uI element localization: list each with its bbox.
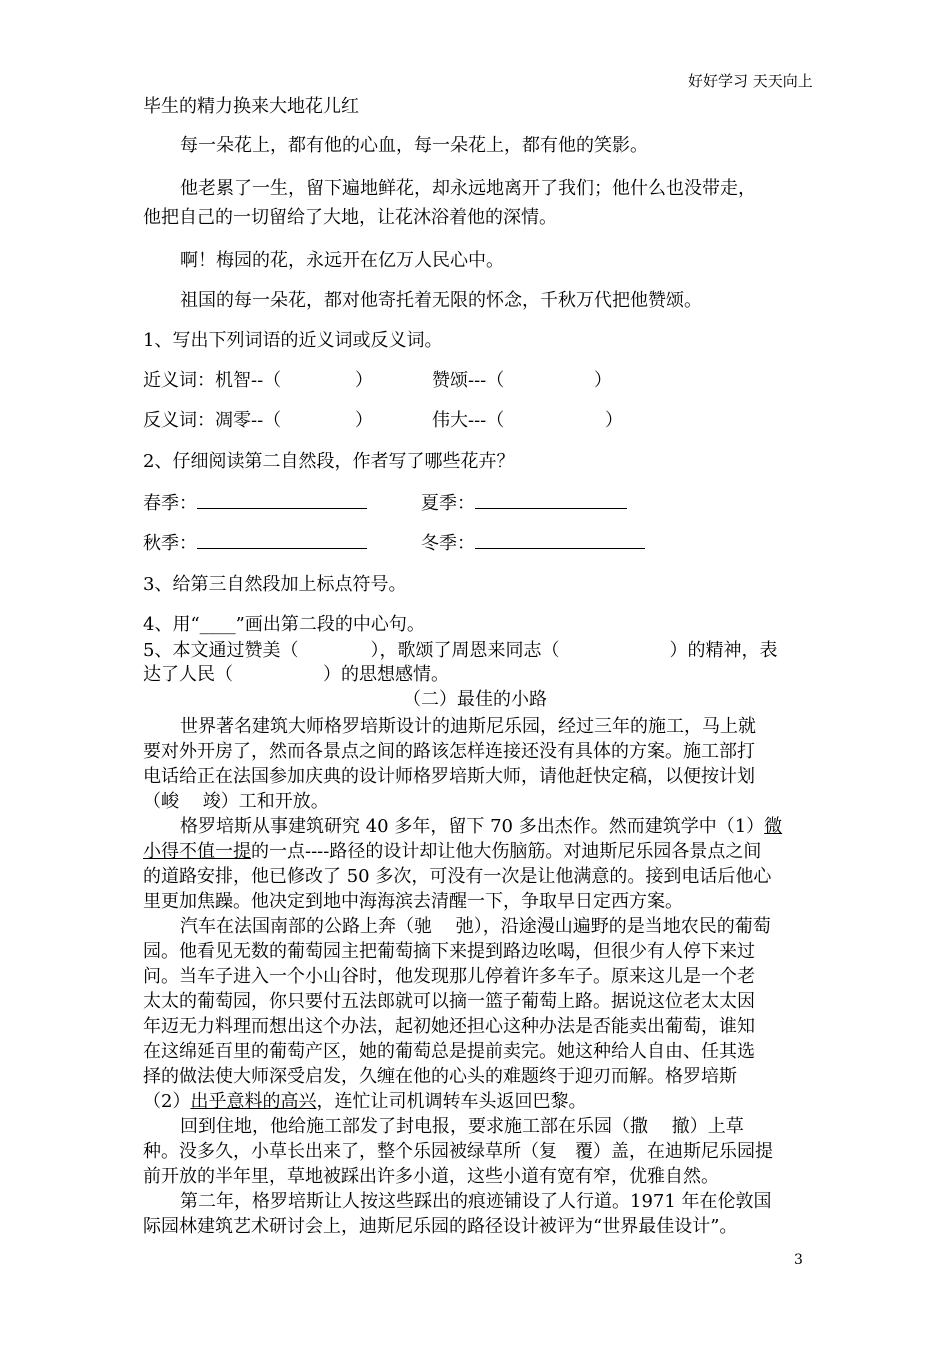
poem-line-2: 每一朵花上，都有他的心血，每一朵花上，都有他的笑影。 — [180, 135, 648, 156]
story-p1-line-3: 电话给正在法国参加庆典的设计师格罗培斯大师，请他赶快定稿，以便按计划 — [143, 766, 755, 787]
q2-winter-label: 冬季： — [421, 533, 475, 554]
q5-a: 5、本文通过赞美（ — [143, 640, 299, 661]
q1-synonym-2: 赞颂---（ — [432, 370, 505, 391]
story-p2-line-1 — [180, 812, 782, 838]
q2-spring-blank[interactable] — [197, 490, 367, 509]
q2-winter-blank[interactable] — [475, 530, 645, 549]
story-p3-line-1: 汽车在法国南部的公路上奔（驰 弛），沿途漫山遍野的是当地农民的葡萄 — [180, 916, 771, 937]
q3-title: 3、给第三自然段加上标点符号。 — [143, 574, 407, 595]
poem-line-3: 他老累了一生，留下遍地鲜花，却永远地离开了我们；他什么也没带走， — [180, 178, 756, 199]
q2-autumn — [143, 529, 367, 555]
story-p3-line-5: 年迈无力料理而想出这个办法，起初她还担心这种办法是否能卖出葡萄，谁知 — [143, 1016, 755, 1037]
q5-line-1 — [143, 636, 777, 662]
q5-e: ）的思想感情。 — [323, 664, 449, 685]
q1-antonym-2: 伟大---（ — [432, 410, 505, 431]
story-p3-line-3: 问。当车子进入一个小山谷时，他发现那儿停着许多车子。原来这儿是一个老 — [143, 966, 755, 987]
q2-autumn-blank[interactable] — [197, 530, 367, 549]
q1-synonym-1-close: ） — [355, 370, 373, 391]
story-p1-line-4: （峻 竣）工和开放。 — [143, 791, 329, 812]
story-p3-line-7: 择的做法使大师深受启发，久缠在他的心头的难题终于迎刃而解。格罗培斯 — [143, 1066, 737, 1087]
q1-antonym-2-close: ） — [605, 410, 623, 431]
story-p1-line-1: 世界著名建筑大师格罗培斯设计的迪斯尼乐园，经过三年的施工，马上就 — [180, 716, 756, 737]
section-title: （二）最佳的小路 — [403, 689, 547, 710]
poem-line-4: 他把自己的一切留给了大地，让花沐浴着他的深情。 — [143, 207, 557, 228]
q2-autumn-label: 秋季： — [143, 533, 197, 554]
q4-mid: ____ — [199, 614, 236, 635]
story-p3-line-6: 在这绵延百里的葡萄产区，她的葡萄总是提前卖完。她这种给人自由、任其选 — [143, 1041, 755, 1062]
q4-title — [143, 610, 425, 636]
story-p2-line-2 — [143, 837, 761, 863]
q1-antonym-1: 反义词：凋零--（ — [143, 410, 282, 431]
story-p5-line-1: 第二年，格罗培斯让人按这些踩出的痕迹铺设了人行道。1971 年在伦敦国 — [180, 1191, 772, 1212]
story-p3-line-8-pre: （2） — [143, 1091, 191, 1112]
poem-line-6: 祖国的每一朵花，都对他寄托着无限的怀念，千秋万代把他赞颂。 — [180, 290, 702, 311]
q2-summer — [421, 489, 627, 515]
story-p3-line-8 — [143, 1087, 586, 1113]
story-p4-line-2: 种。没多久，小草长出来了，整个乐园被绿草所（复 覆）盖，在迪斯尼乐园提 — [143, 1141, 773, 1162]
q4-pre: 4、用“ — [143, 614, 200, 635]
story-p2-line-3: 的道路安排，他已修改了 50 多次，可没有一次是让他满意的。接到电话后他心 — [143, 866, 772, 887]
q2-spring-label: 春季： — [143, 493, 197, 514]
q2-title: 2、仔细阅读第二自然段，作者写了哪些花卉？ — [143, 451, 515, 472]
q5-c: ）的精神，表 — [669, 640, 778, 661]
q1-antonym-1-close: ） — [355, 410, 373, 431]
q5-d: 达了人民（ — [143, 664, 233, 685]
poem-line-5: 啊！梅园的花，永远开在亿万人民心中。 — [180, 250, 504, 271]
q1-synonym-1: 近义词：机智--（ — [143, 370, 282, 391]
q5-line-2 — [143, 660, 449, 686]
story-p5-line-2: 际园林建筑艺术研讨会上，迪斯尼乐园的路径设计被评为“世界最佳设计”。 — [143, 1216, 738, 1237]
story-p4-line-3: 前开放的半年里，草地被踩出许多小道，这些小道有宽有窄，优雅自然。 — [143, 1166, 719, 1187]
q2-spring — [143, 489, 367, 515]
story-p3-line-8-post: ，连忙让司机调转车头返回巴黎。 — [316, 1091, 587, 1112]
q4-post: ”画出第二段的中心句。 — [235, 614, 425, 635]
q2-winter — [421, 529, 645, 555]
q2-summer-label: 夏季： — [421, 493, 475, 514]
q2-summer-blank[interactable] — [475, 490, 627, 509]
story-p2-underlined-phrase: 小得不值一提 — [143, 841, 251, 862]
page-header: 好好学习 天天向上 — [688, 72, 813, 90]
q5-b: ），歌颂了周恩来同志（ — [370, 640, 560, 661]
story-p1-line-2: 要对外开房了，然而各景点之间的路该怎样连接还没有具体的方案。施工部打 — [143, 741, 755, 762]
story-p2-line-4: 里更加焦躁。他决定到地中海海滨去清醒一下，争取早日定西方案。 — [143, 891, 683, 912]
story-p3-underlined-phrase: 出乎意料的高兴 — [190, 1091, 317, 1112]
story-p2-underlined-start: 微 — [764, 816, 783, 837]
q1-synonym-2-close: ） — [594, 370, 612, 391]
poem-line-1: 毕生的精力换来大地花儿红 — [143, 96, 359, 117]
q1-title: 1、写出下列词语的近义词或反义词。 — [143, 330, 443, 351]
story-p2-line-2-text: 的一点----路径的设计却让他大伤脑筋。对迪斯尼乐园各景点之间 — [251, 841, 762, 862]
story-p3-line-2: 园。他看见无数的葡萄园主把葡萄摘下来提到路边吆喝，但很少有人停下来过 — [143, 941, 755, 962]
story-p2-line-1-text: 格罗培斯从事建筑研究 40 多年，留下 70 多出杰作。然而建筑学中（1） — [180, 816, 765, 837]
story-p4-line-1: 回到住地，他给施工部发了封电报，要求施工部在乐园（撒 撤）上草 — [180, 1116, 744, 1137]
story-p3-line-4: 太太的葡萄园，你只要付五法郎就可以摘一篮子葡萄上路。据说这位老太太因 — [143, 991, 755, 1012]
page-number: 3 — [794, 1252, 803, 1268]
